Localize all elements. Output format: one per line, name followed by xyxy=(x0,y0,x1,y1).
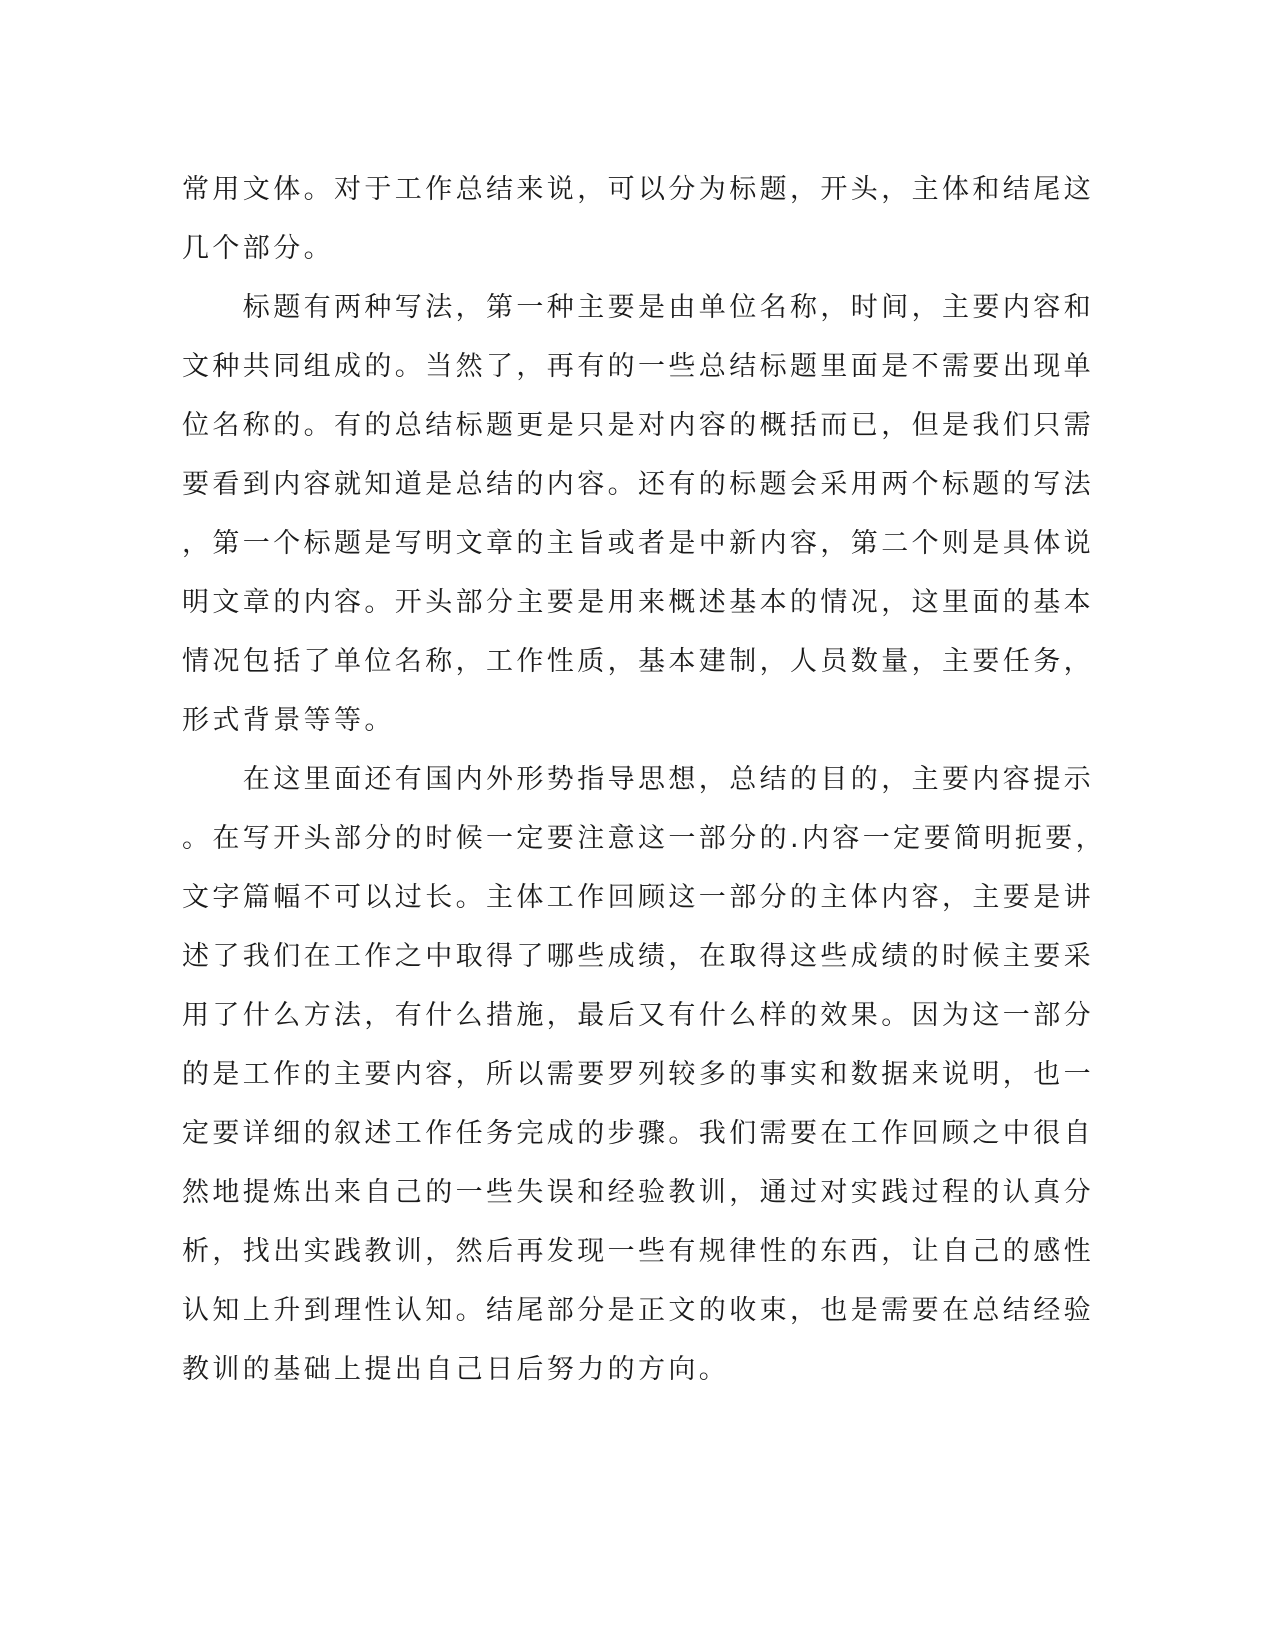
text-line: 述了我们在工作之中取得了哪些成绩，在取得这些成绩的时候主要采 xyxy=(182,941,1094,972)
text-line: 的是工作的主要内容，所以需要罗列较多的事实和数据来说明，也一 xyxy=(182,1059,1094,1090)
text-line: 析，找出实践教训，然后再发现一些有规律性的东西，让自己的感性 xyxy=(182,1236,1094,1267)
text-line: 定要详细的叙述工作任务完成的步骤。我们需要在工作回顾之中很自 xyxy=(182,1118,1094,1149)
text-line: 认知上升到理性认知。结尾部分是正文的收束，也是需要在总结经验 xyxy=(182,1295,1094,1326)
text-line: 常用文体。对于工作总结来说，可以分为标题，开头，主体和结尾这 xyxy=(182,174,1094,205)
text-line: 然地提炼出来自己的一些失误和经验教训，通过对实践过程的认真分 xyxy=(182,1177,1094,1208)
text-line: 文字篇幅不可以过长。主体工作回顾这一部分的主体内容，主要是讲 xyxy=(182,882,1094,913)
text-line: 情况包括了单位名称，工作性质，基本建制，人员数量，主要任务， xyxy=(182,646,1094,677)
text-line: 位名称的。有的总结标题更是只是对内容的概括而已，但是我们只需 xyxy=(182,410,1094,441)
text-line: 明文章的内容。开头部分主要是用来概述基本的情况，这里面的基本 xyxy=(182,587,1094,618)
text-line: 要看到内容就知道是总结的内容。还有的标题会采用两个标题的写法 xyxy=(182,469,1094,500)
text-line: 几个部分。 xyxy=(182,233,334,264)
text-line: ，第一个标题是写明文章的主旨或者是中新内容，第二个则是具体说 xyxy=(182,528,1094,559)
text-line: 文种共同组成的。当然了，再有的一些总结标题里面是不需要出现单 xyxy=(182,351,1094,382)
text-line: 教训的基础上提出自己日后努力的方向。 xyxy=(182,1354,730,1385)
text-line: 形式背景等等。 xyxy=(182,705,395,736)
text-line: 在这里面还有国内外形势指导思想，总结的目的，主要内容提示 xyxy=(182,764,1094,795)
body-text xyxy=(182,160,1106,1399)
text-line: 。在写开头部分的时候一定要注意这一部分的.内容一定要简明扼要， xyxy=(182,823,1106,854)
text-line: 用了什么方法，有什么措施，最后又有什么样的效果。因为这一部分 xyxy=(182,1000,1094,1031)
text-line: 标题有两种写法，第一种主要是由单位名称，时间，主要内容和 xyxy=(182,292,1094,323)
